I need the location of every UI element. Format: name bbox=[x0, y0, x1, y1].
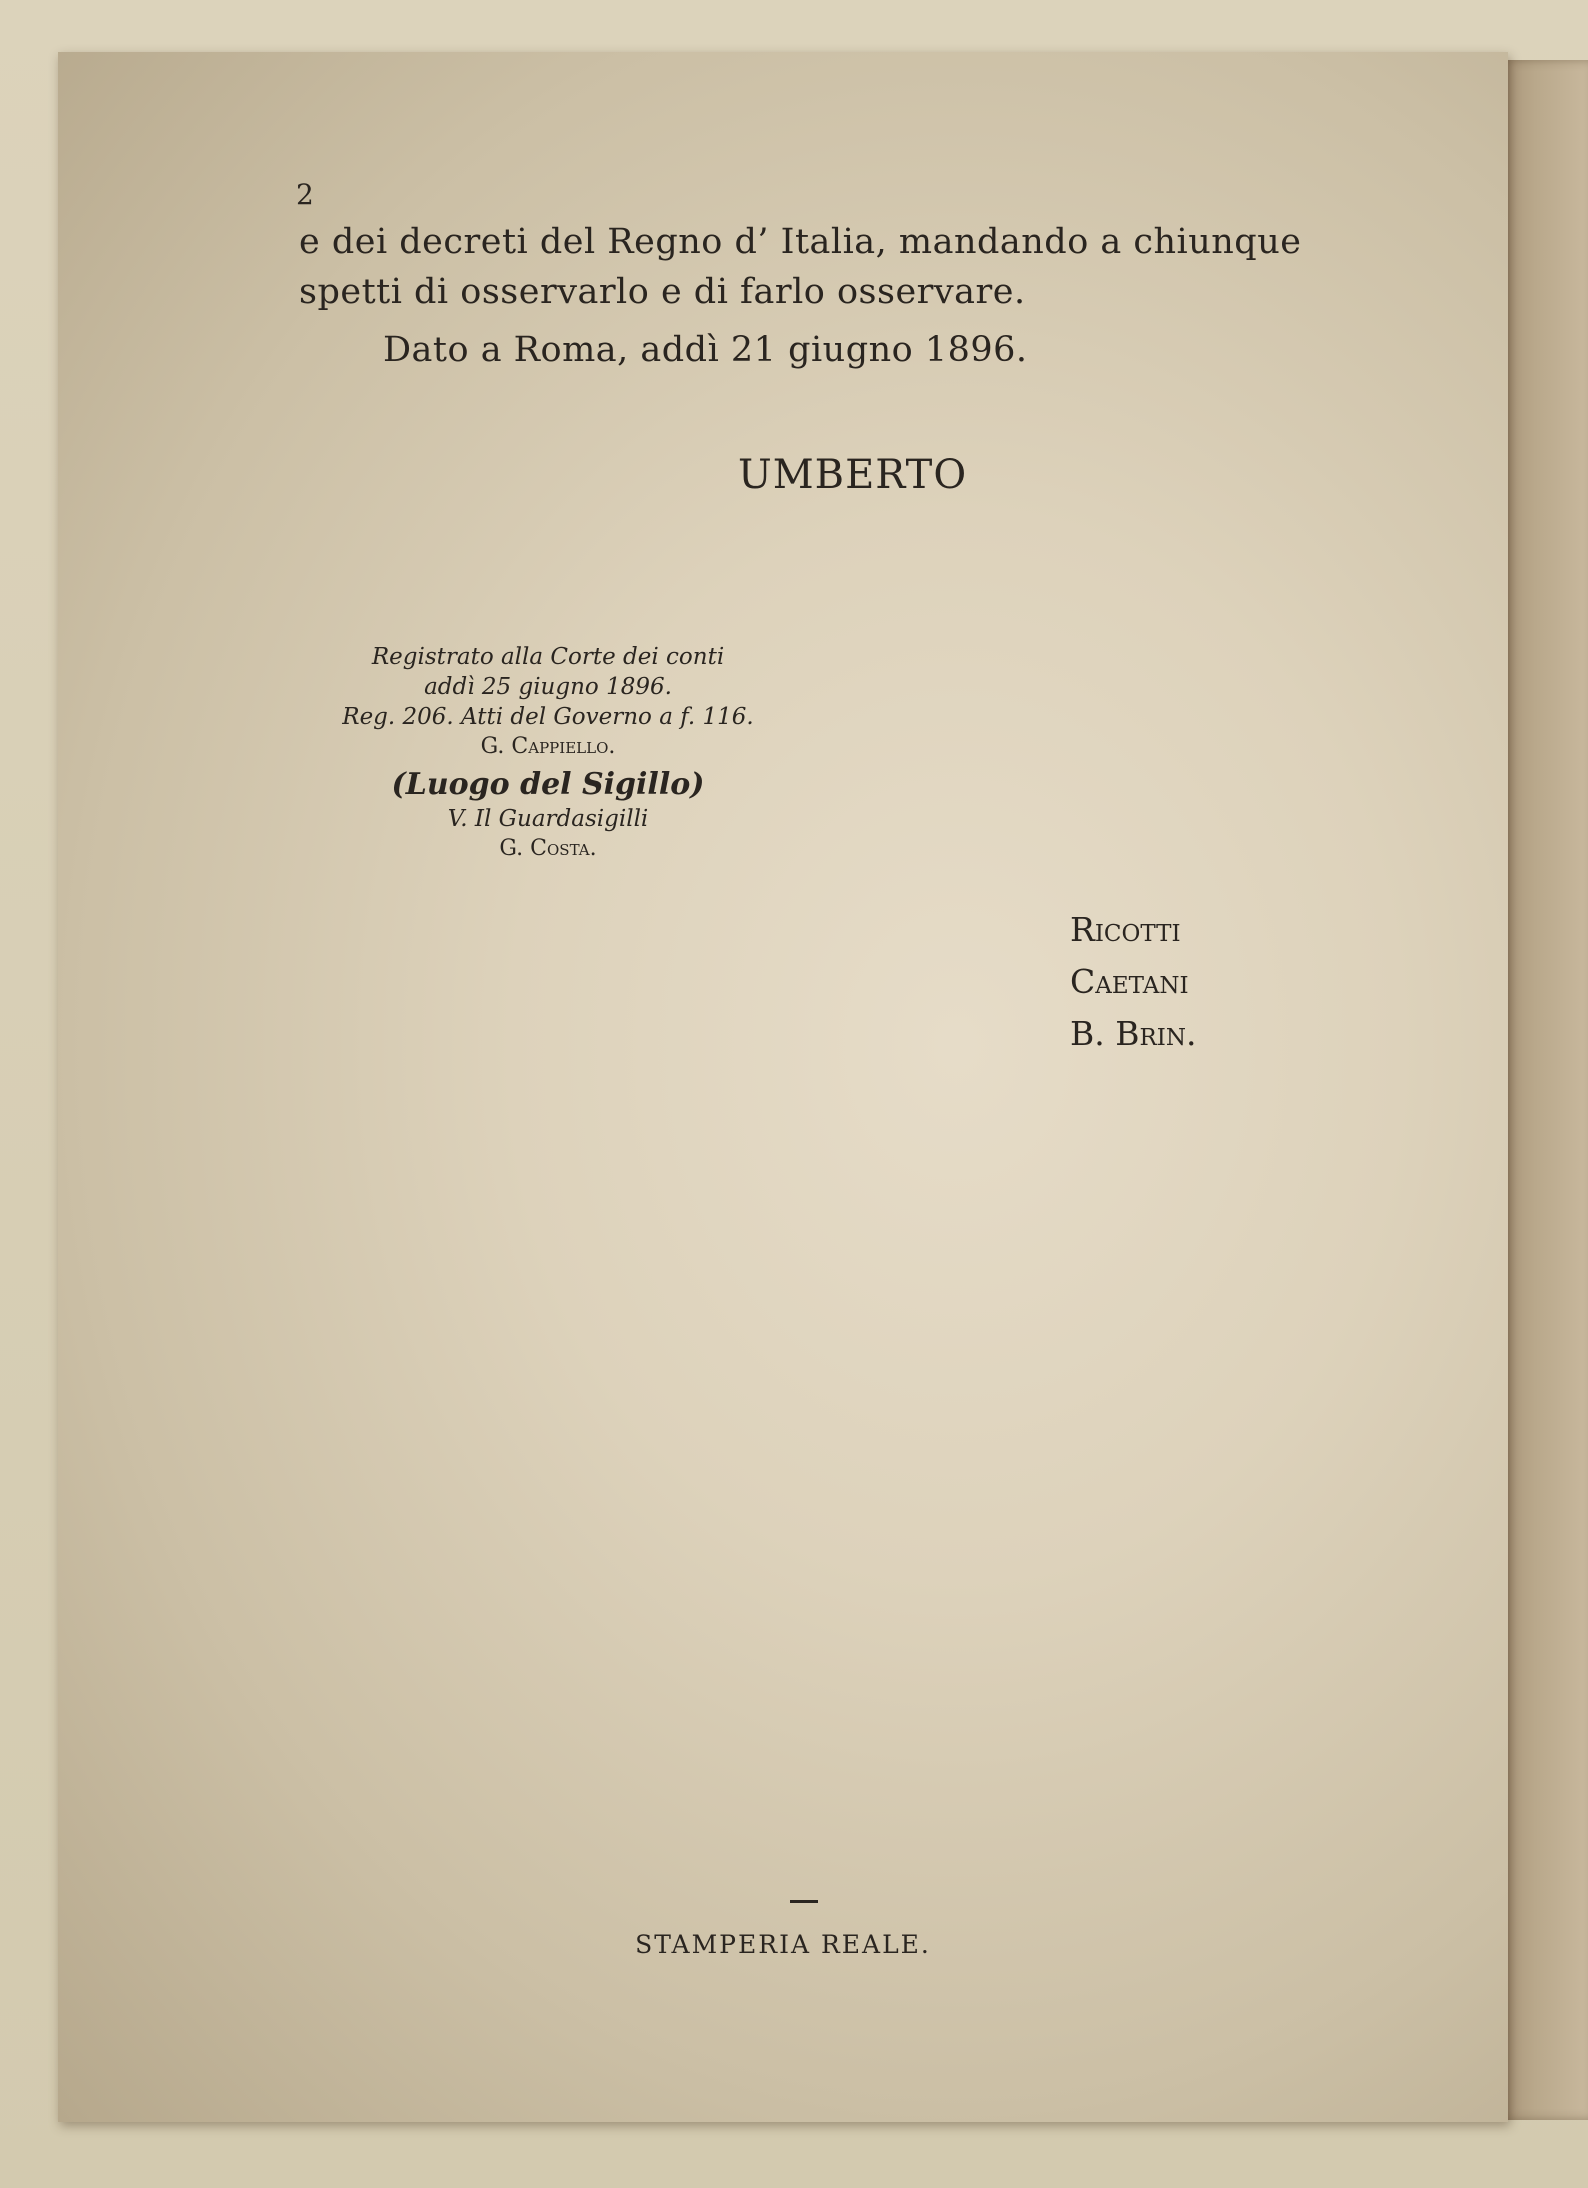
ministers-signatures bbox=[1070, 904, 1197, 1060]
king-signature: UMBERTO bbox=[738, 452, 968, 498]
keeper-name: G. Costa. bbox=[499, 836, 597, 861]
minister-1: Ricotti bbox=[1070, 910, 1181, 949]
printer-imprint: STAMPERIA REALE. bbox=[635, 1930, 931, 1959]
registry-line-1: Registrato alla Corte dei conti bbox=[371, 644, 725, 670]
divider-rule bbox=[790, 1900, 818, 1903]
registry-line-3: Reg. 206. Atti del Governo a f. 116. bbox=[342, 704, 754, 730]
registry-signatory: G. Cappiello. bbox=[480, 734, 616, 759]
minister-2: Caetani bbox=[1070, 962, 1189, 1001]
keeper-title: V. Il Guardasigilli bbox=[447, 806, 649, 832]
seal-location: (Luogo del Sigillo) bbox=[391, 767, 705, 802]
minister-3: B. Brin. bbox=[1070, 1014, 1197, 1053]
keeper-block bbox=[288, 804, 808, 864]
registry-block bbox=[288, 642, 808, 762]
text-line-1: e dei decreti del Regno d’ Italia, mandando a chiunque bbox=[299, 222, 1302, 262]
adjacent-page-edge bbox=[1500, 60, 1588, 2120]
registry-line-2: addì 25 giugno 1896. bbox=[424, 674, 672, 700]
document-page bbox=[58, 52, 1508, 2122]
page-number: 2 bbox=[296, 178, 314, 211]
date-line: Dato a Roma, addì 21 giugno 1896. bbox=[383, 330, 1028, 370]
text-line-2: spetti di osservarlo e di farlo osservare. bbox=[299, 272, 1026, 312]
